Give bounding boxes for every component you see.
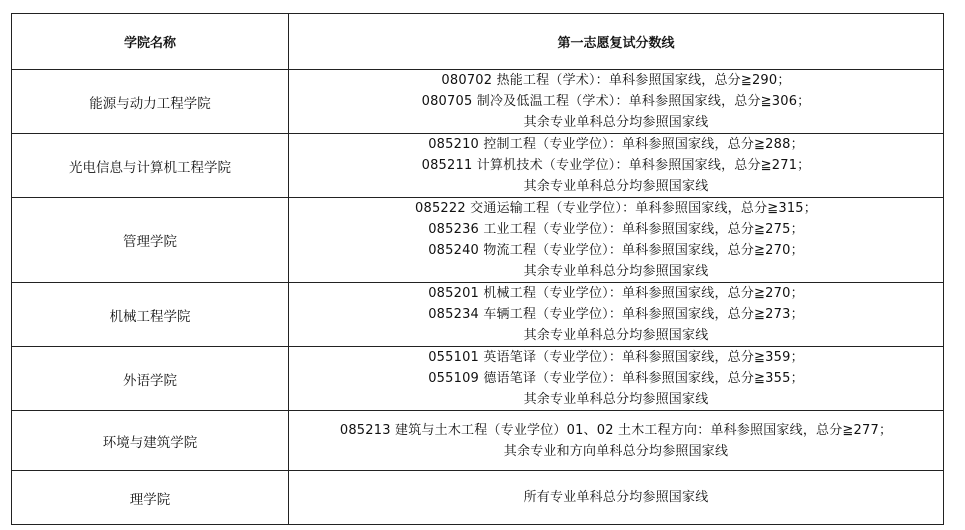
rule-line: 所有专业单科总分均参照国家线 [523,490,709,505]
college-name: 机械工程学院 [12,283,289,347]
rule-line: 其余专业单科总分均参照国家线 [523,392,709,407]
rule-line: 085234 车辆工程（专业学位）：单科参照国家线，总分≧273； [428,307,804,322]
table-row [12,347,944,411]
table-row [12,411,944,471]
rule-line: 085222 交通运输工程（专业学位）：单科参照国家线，总分≧315； [415,201,817,216]
college-name: 外语学院 [12,347,289,411]
table-header-row [12,14,944,70]
table-row [12,70,944,134]
header-score-line: 第一志愿复试分数线 [289,14,944,70]
rule-line: 085201 机械工程（专业学位）：单科参照国家线，总分≧270； [428,286,804,301]
table-row [12,134,944,198]
rule-line: 其余专业单科总分均参照国家线 [523,264,709,279]
rule-line: 055109 德语笔译（专业学位）：单科参照国家线，总分≧355； [428,371,804,386]
header-college-name: 学院名称 [12,14,289,70]
college-name: 环境与建筑学院 [12,411,289,471]
rule-line: 085236 工业工程（专业学位）：单科参照国家线，总分≧275； [428,222,804,237]
rule-line: 其余专业和方向单科总分均参照国家线 [503,443,729,459]
rule-line: 其余专业单科总分均参照国家线 [523,179,709,194]
score-rules [289,471,944,525]
rule-line: 080705 制冷及低温工程（学术）：单科参照国家线，总分≧306； [421,94,811,109]
table-row [12,471,944,525]
table-row [12,198,944,283]
score-rules [289,70,944,134]
score-rules [289,198,944,283]
rule-line: 055101 英语笔译（专业学位）：单科参照国家线，总分≧359； [428,350,804,365]
rule-line: 085213 建筑与土木工程（专业学位）01、02 土木工程方向：单科参照国家线，总分≧277； [339,422,893,438]
college-name: 光电信息与计算机工程学院 [12,134,289,198]
rule-line: 085210 控制工程（专业学位）：单科参照国家线，总分≧288； [428,137,804,152]
rule-line: 080702 热能工程（学术）：单科参照国家线，总分≧290； [441,73,791,88]
college-name: 能源与动力工程学院 [12,70,289,134]
rule-line: 085240 物流工程（专业学位）：单科参照国家线，总分≧270； [428,243,804,258]
table-row [12,283,944,347]
college-name: 管理学院 [12,198,289,283]
college-name: 理学院 [12,471,289,525]
rule-line: 085211 计算机技术（专业学位）：单科参照国家线，总分≧271； [421,158,811,173]
rule-line: 其余专业单科总分均参照国家线 [523,115,709,130]
score-rules [289,134,944,198]
score-rules [289,347,944,411]
score-rules [289,283,944,347]
rule-line: 其余专业单科总分均参照国家线 [523,328,709,343]
score-rules [289,411,944,471]
score-line-table [11,13,944,525]
